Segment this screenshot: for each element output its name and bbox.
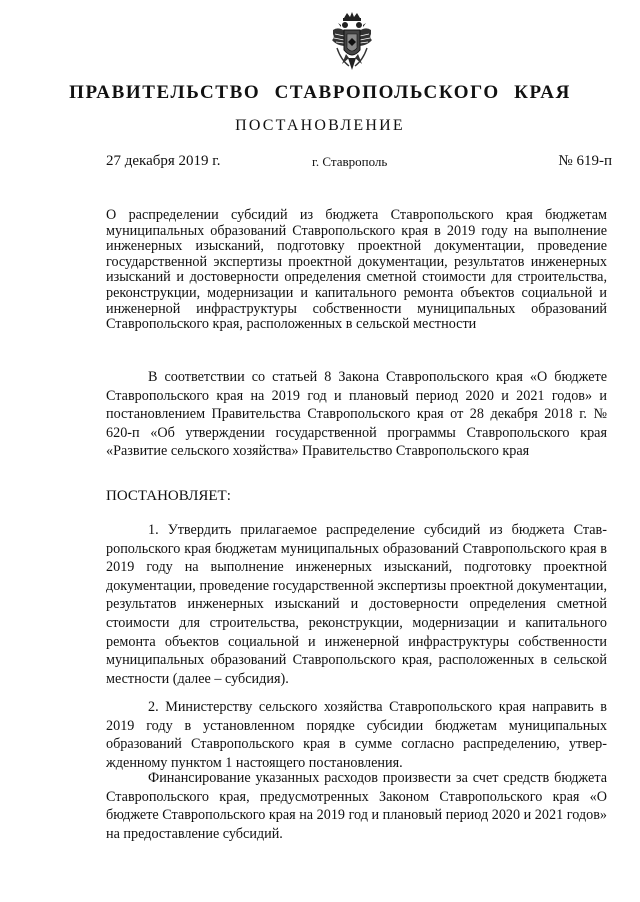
item-1-paragraph: 1. Утвердить прилагаемое распределение субсидий из бюджета Ставропольского края бюджетам муниципальных образований Ставропольского края в 2019 году на выполнение инженерных изысканий, подготовку проектной документации, проведение государственной экспертизы проектной документации, результатов инженерных изысканий и достоверности определения сметной стоимости для строительства, реконструкции, модернизации и капитального ремонта объектов социальной и инженерной инфраструктуры собственности муниципальных образований Ставропольского края, расположенных в сельской местности (далее – субсидия). <box>106 522 607 687</box>
document-subject: О распределении субсидий из бюджета Ставропольского края бюджетам муниципальных образований Ставропольского края в 2019 году на выполнение инженерных изысканий, подготовку проектной документации, проведение государственной экспертизы проектной документации, результатов инженерных изысканий и достоверности определения сметной стоимости для строительства, реконструкции, модернизации и капитального ремонта объектов социальной и инженерной инфраструктуры собственности муниципальных образований Ставропольского края, расположенных в сельской местности <box>106 207 607 333</box>
document-city: г. Ставрополь <box>312 154 388 169</box>
government-title: ПРАВИТЕЛЬСТВО СТАВРОПОЛЬСКОГО КРАЯ <box>69 82 571 103</box>
document-type: ПОСТАНОВЛЕНИЕ <box>235 117 405 134</box>
document-date: 27 декабря 2019 г. <box>106 153 221 169</box>
decree-word: ПОСТАНОВЛЯЕТ: <box>106 488 231 504</box>
document-number: № 619-п <box>558 153 612 169</box>
financing-paragraph: Финансирование указанных расходов произвести за счет средств бюджета Ставропольского края, предусмотренных Законом Ставропольского края «О бюджете Ставропольского края на 2019 год и плановый период 2020 и 2021 годов» на предоставление субсидий. <box>106 770 607 842</box>
item-2-paragraph: 2. Министерству сельского хозяйства Ставропольского края направить в 2019 году в установленном порядке субсидии бюджетам муниципальных образований Ставропольского края в сумме согласно распределению, утвержденному пунктом 1 настоящего постановления. <box>106 699 607 771</box>
stavropol-coat-of-arms-icon <box>329 12 375 72</box>
preamble-paragraph: В соответствии со статьей 8 Закона Ставропольского края «О бюджете Ставропольского края на 2019 год и плановый период 2020 и 2021 годов» и постановлением Правительства Ставропольского края от 28 декабря 2018 г. № 620-п «Об утверждении государственной программы Ставропольского края «Развитие сельского хозяйства» Правительство Ставропольского края <box>106 369 607 460</box>
